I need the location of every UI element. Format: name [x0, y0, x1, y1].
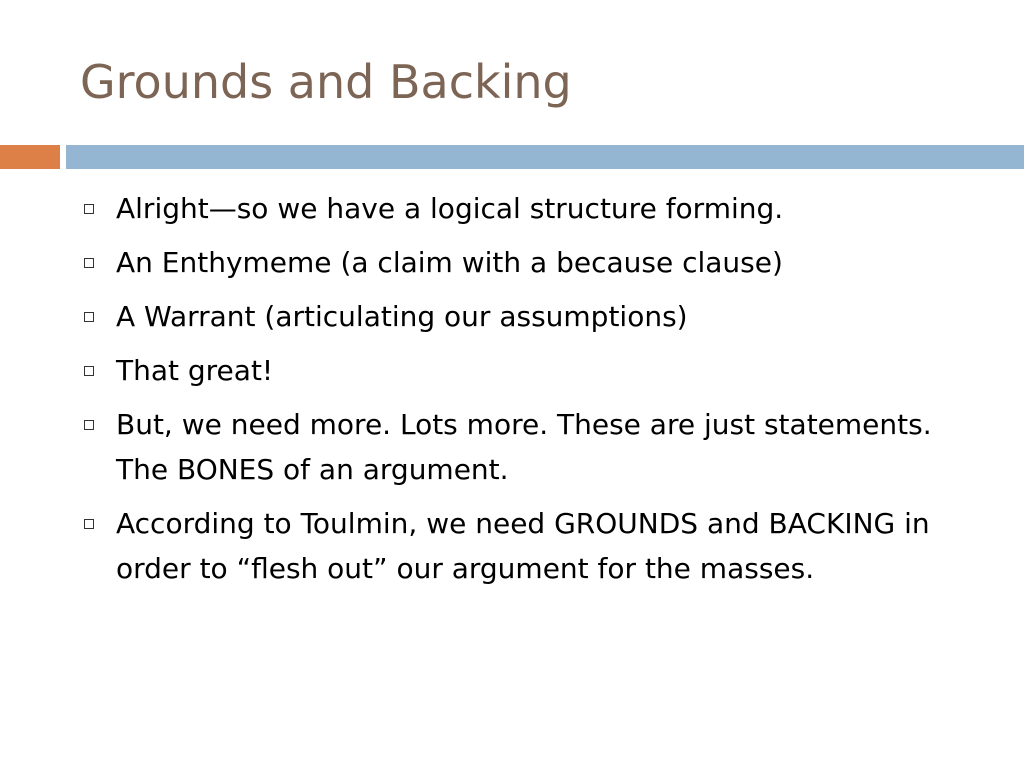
bullet-text: But, we need more. Lots more. These are just statements. The BONES of an argument.	[116, 408, 932, 486]
slide-title: Grounds and Backing	[80, 55, 572, 109]
bullet-text: According to Toulmin, we need GROUNDS and BACKING in order to “flesh out” our argument for the masses.	[116, 507, 930, 585]
bullet-text: Alright—so we have a logical structure forming.	[116, 192, 784, 225]
square-bullet-icon	[84, 519, 94, 529]
bullet-text: That great!	[116, 354, 274, 387]
bullet-item	[0, 186, 1024, 231]
bullet-item	[0, 294, 1024, 339]
square-bullet-icon	[84, 258, 94, 268]
bullet-item	[0, 402, 1024, 492]
square-bullet-icon	[84, 366, 94, 376]
bullet-text: An Enthymeme (a claim with a because clause)	[116, 246, 783, 279]
bullet-item	[0, 501, 1024, 591]
bullet-list	[0, 186, 1024, 600]
bullet-text: A Warrant (articulating our assumptions)	[116, 300, 688, 333]
square-bullet-icon	[84, 420, 94, 430]
bullet-item	[0, 348, 1024, 393]
bullet-item	[0, 240, 1024, 285]
accent-bar-blue	[66, 145, 1024, 169]
accent-bar-orange	[0, 145, 60, 169]
square-bullet-icon	[84, 204, 94, 214]
square-bullet-icon	[84, 312, 94, 322]
